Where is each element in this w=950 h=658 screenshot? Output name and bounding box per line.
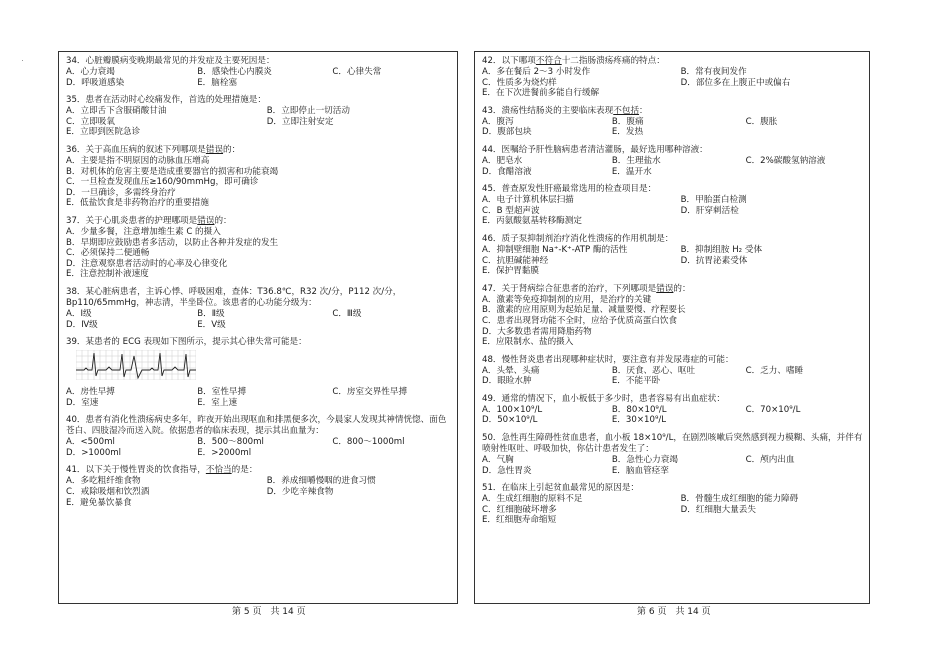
answer-option: E．应限制水、盐的摄入 [482, 337, 574, 348]
answer-option: E．30×10⁹/L [611, 415, 667, 426]
answer-options [66, 227, 452, 280]
question-stem [66, 145, 452, 156]
answer-option: A．心力衰竭 [66, 67, 115, 77]
question-stem [66, 216, 452, 227]
answer-option: C．患者出现肾功能不全时，应给予优质高蛋白饮食 [482, 315, 678, 326]
answer-option: E．温开水 [611, 166, 652, 177]
answer-option: B．激素的应用原则为起始足量、减量要慢、疗程要长 [482, 305, 686, 316]
answer-option: B．甲胎蛋白检测 [680, 195, 747, 206]
answer-option: D．急性胃炎 [482, 465, 532, 476]
exam-page-5 [58, 51, 458, 604]
answer-option: D．注意观察患者活动时的心率及心律变化 [66, 258, 228, 269]
answer-option: E．Ⅴ级 [197, 319, 226, 330]
answer-option: E．避免暴饮暴食 [66, 497, 132, 508]
answer-option: C．抗胆碱能神经 [482, 255, 549, 266]
page-number-footer: 第 5 页 共 14 页 [232, 607, 306, 617]
question-stem: 50．急性再生障碍性贫血患者，血小板 18×10⁹/L，在剧烈咳嗽后突然感到视力模糊、头痛，并伴有喷射性呕吐、呼吸加快，你估计患者发生了： [482, 433, 863, 455]
question-stem-text: 37．关于心肌炎患者的护理哪项是 [66, 215, 198, 226]
question-item [482, 483, 864, 526]
answer-option: C．70×10⁹/L [745, 404, 801, 415]
question-column-left [66, 56, 452, 515]
question-item [66, 415, 452, 458]
question-stem-text: 的： [214, 215, 232, 226]
answer-option: E．注意控制补液速度 [66, 269, 149, 280]
question-stem [482, 284, 864, 295]
answer-option: A．抑制壁细胞 Na⁺-K⁺-ATP 酶的活性 [482, 244, 628, 255]
question-item [66, 337, 452, 408]
question-stem: 49．通常的情况下，血小板低于多少时，患者容易有出血症状： [482, 393, 725, 404]
question-stem-emphasis: 错误 [197, 215, 215, 226]
answer-option: C．必须保持二便通畅 [66, 248, 150, 259]
answer-options [66, 437, 452, 458]
answer-option: A．电子计算机体层扫描 [482, 195, 574, 206]
answer-option: B．感染性心内膜炎 [197, 67, 272, 77]
answer-options [66, 476, 452, 508]
answer-option: D．呼吸道感染 [66, 77, 125, 88]
answer-option: C．一旦检查发现血压≥160/90mmHg，即可确诊 [66, 177, 259, 188]
answer-option: C．立即吸氧 [66, 116, 115, 127]
answer-option: C．戒除吸烟和饮烈酒 [66, 487, 150, 498]
question-stem: 51．在临床上引起贫血最常见的原因是： [482, 483, 640, 494]
answer-option: B．抑制组胺 H₂ 受体 [680, 244, 763, 255]
answer-option: A．多吃粗纤维食物 [66, 476, 141, 487]
answer-options [66, 67, 452, 88]
answer-options [482, 366, 864, 387]
answer-option: B．急性心力衰竭 [611, 455, 678, 466]
question-column-right [482, 56, 864, 533]
answer-option: C．性质多为烧灼样 [482, 77, 557, 88]
answer-option: D．一旦确诊，多需终身治疗 [66, 187, 176, 198]
question-item [66, 56, 452, 88]
answer-option: B．骨髓生成红细胞的能力障碍 [680, 494, 799, 505]
question-stem: 35．患者在活动时心绞痛发作，首选的处理措施是： [66, 95, 266, 106]
answer-option: C．乏力、嗜睡 [745, 365, 804, 376]
answer-option: A．激素等免疫抑制剂的应用，是治疗的关键 [482, 294, 652, 305]
answer-option: C．房室交界性早搏 [332, 387, 408, 398]
question-item [482, 284, 864, 348]
answer-option: E．室上速 [197, 397, 238, 408]
question-item [482, 394, 864, 426]
question-stem-text: 36．关于高血压病的叙述下列哪项是 [66, 144, 206, 155]
question-stem: 46．质子泵抑制剂治疗消化性溃疡的作用机制是： [482, 233, 674, 244]
answer-options [482, 455, 864, 476]
answer-option: A．立即舌下含服硝酸甘油 [66, 106, 167, 117]
answer-option: D．部位多在上腹正中或偏右 [680, 77, 791, 88]
question-stem-text: 41．以下关于慢性胃炎的饮食指导， [66, 465, 206, 476]
question-stem-text: 的： [223, 144, 241, 155]
answer-option: D．>1000ml [66, 447, 122, 458]
answer-options [482, 295, 864, 348]
answer-option: E．脑血管痉挛 [611, 465, 669, 476]
question-stem: 45．普查原发性肝癌最常选用的检查项目是： [482, 184, 657, 195]
answer-option: B．养成细嚼慢咽的进食习惯 [266, 476, 376, 487]
question-item [482, 234, 864, 277]
question-item [482, 433, 864, 476]
answer-option: A．气胸 [482, 455, 514, 466]
answer-option: A．房性早搏 [66, 387, 115, 398]
scan-mark [22, 60, 23, 61]
answer-option: A．生成红细胞的原料不足 [482, 494, 583, 505]
answer-option: E．保护胃黏膜 [482, 266, 539, 277]
question-item [482, 355, 864, 387]
question-stem-emphasis: 不符合 [535, 56, 562, 66]
question-item [66, 95, 452, 138]
answer-option: C．2%碳酸氢钠溶液 [745, 155, 826, 166]
question-stem-emphasis: 不包括 [613, 105, 640, 116]
answer-option: E．低盐饮食是非药物治疗的重要措施 [66, 198, 209, 209]
question-stem-emphasis: 不恰当 [205, 465, 232, 476]
answer-option: C．800～1000ml [332, 437, 405, 448]
answer-option: C．颅内出血 [745, 455, 795, 466]
answer-option: D．抗胃泌素受体 [680, 255, 748, 266]
exam-page-6 [474, 51, 870, 604]
answer-options [482, 117, 864, 138]
question-stem: 48．慢性肾炎患者出现哪种症状时，要注意有并发尿毒症的可能： [482, 354, 734, 365]
answer-option: B．常有夜间发作 [680, 67, 747, 77]
question-stem-text: 的是： [231, 465, 258, 476]
question-stem-text: ： [639, 105, 648, 116]
question-item [66, 465, 452, 508]
answer-option: A．多在餐后 2～3 小时发作 [482, 67, 591, 77]
answer-option: D．眼睑水肿 [482, 376, 532, 387]
answer-option: B．500～800ml [197, 437, 264, 448]
question-stem-text: 47．关于肾病综合征患者的治疗，下列哪项是 [482, 283, 657, 294]
page-number-footer: 第 6 页 共 14 页 [637, 607, 711, 617]
question-stem: 40．患者有消化性溃疡病史多年，昨夜开始出现呕血和排黑便多次，今晨家人发现其神情恍惚、面色苍白、四肢湿冷而送入院。依据患者的临床表现，提示其出血量为： [66, 415, 447, 437]
answer-option: D．食醋溶液 [482, 166, 532, 177]
answer-option: E．>2000ml [197, 447, 252, 458]
question-item [66, 145, 452, 209]
answer-options [66, 309, 452, 330]
answer-options [482, 156, 864, 177]
answer-option: C．红细胞破坏增多 [482, 504, 557, 515]
question-stem: 44．医嘱给予肝性脑病患者清洁灌肠，最好选用哪种溶液： [482, 144, 708, 155]
question-item [482, 56, 864, 99]
answer-option: D．大多数患者需用降脂药物 [482, 326, 592, 337]
answer-option: D．少吃辛辣食物 [266, 487, 334, 498]
answer-option: E．脑栓塞 [197, 77, 238, 88]
answer-option: D．肝穿刺活检 [680, 205, 739, 216]
question-item [66, 216, 452, 280]
answer-option: B．对机体的危害主要是造成重要器官的损害和功能衰竭 [66, 166, 279, 177]
answer-option: A．主要是指不明原因的动脉血压增高 [66, 155, 210, 166]
answer-option: E．丙氨酸氨基转移酶测定 [482, 216, 582, 227]
answer-option: B．立即停止一切活动 [266, 106, 350, 117]
answer-options [66, 106, 452, 138]
question-stem [66, 465, 452, 476]
answer-option: D．Ⅳ级 [66, 319, 98, 330]
answer-options [482, 195, 864, 227]
question-item [482, 145, 864, 177]
answer-option: B．腹痛 [611, 116, 644, 127]
answer-option: C．Ⅲ级 [332, 308, 362, 319]
answer-option: B．室性早搏 [197, 387, 247, 398]
answer-option: C．B 型超声波 [482, 205, 540, 216]
answer-option: A．头晕、头痛 [482, 365, 540, 376]
answer-option: A．少量多餐，注意增加维生素 C 的摄入 [66, 226, 221, 237]
answer-options [66, 387, 452, 408]
question-stem-emphasis: 错误 [656, 283, 674, 294]
answer-option: E．发热 [611, 127, 644, 138]
question-stem: 38．某心脏病患者，主诉心悸、呼吸困难，查体：T36.8℃，R32 次/分，P112 次/分，Bp110/65mmHg，神志清，半坐卧位。该患者的心功能分级为： [66, 286, 402, 308]
question-item [66, 287, 452, 330]
question-item [482, 106, 864, 138]
answer-option: E．红细胞寿命缩短 [482, 515, 557, 526]
answer-option: B．早期即应鼓励患者多活动，以防止各种并发症的发生 [66, 237, 279, 248]
question-item [482, 184, 864, 227]
answer-option: E．在下次进餐前多能自行缓解 [482, 88, 600, 99]
answer-option: B．Ⅱ级 [197, 308, 225, 319]
answer-options [482, 494, 864, 526]
answer-option: B．厌食、恶心、呕吐 [611, 365, 696, 376]
question-stem-text: 的： [673, 283, 691, 294]
answer-option: D．腹部包块 [482, 127, 532, 138]
answer-option: D．室速 [66, 397, 99, 408]
question-stem-emphasis: 错误 [205, 144, 224, 155]
answer-option: C．心律失常 [332, 67, 382, 77]
answer-option: A．100×10⁹/L [482, 404, 543, 415]
question-stem-text: 十二指肠溃疡疼痛的特点： [561, 56, 665, 66]
question-stem: 34．心脏瓣膜病变晚期最常见的并发症及主要死因是： [66, 56, 275, 66]
question-stem [482, 56, 864, 67]
answer-option: A．<500ml [66, 437, 115, 448]
answer-options [482, 405, 864, 426]
answer-option: D．50×10⁹/L [482, 415, 538, 426]
answer-option: A．Ⅰ级 [66, 308, 92, 319]
answer-option: B．80×10⁹/L [611, 404, 667, 415]
answer-options [66, 156, 452, 209]
answer-option: B．生理盐水 [611, 155, 661, 166]
question-stem: 39．某患者的 ECG 表现如下图所示，提示其心律失常可能是： [66, 337, 307, 348]
answer-option: E．立即到医院急诊 [66, 127, 141, 138]
answer-options [482, 67, 864, 99]
answer-option: A．肥皂水 [482, 155, 523, 166]
ecg-strip-image [76, 350, 196, 380]
answer-options [482, 245, 864, 277]
question-stem [482, 106, 864, 117]
answer-option: E．不能平卧 [611, 376, 661, 387]
answer-option: A．腹泻 [482, 116, 514, 127]
question-stem-text: 43．溃疡性结肠炎的主要临床表现 [482, 105, 614, 116]
answer-option: C．腹胀 [745, 116, 778, 127]
answer-option: D．立即注射安定 [266, 116, 334, 127]
question-stem-text: 42．以下哪项 [482, 56, 536, 66]
answer-option: D．红细胞大量丢失 [680, 504, 756, 515]
